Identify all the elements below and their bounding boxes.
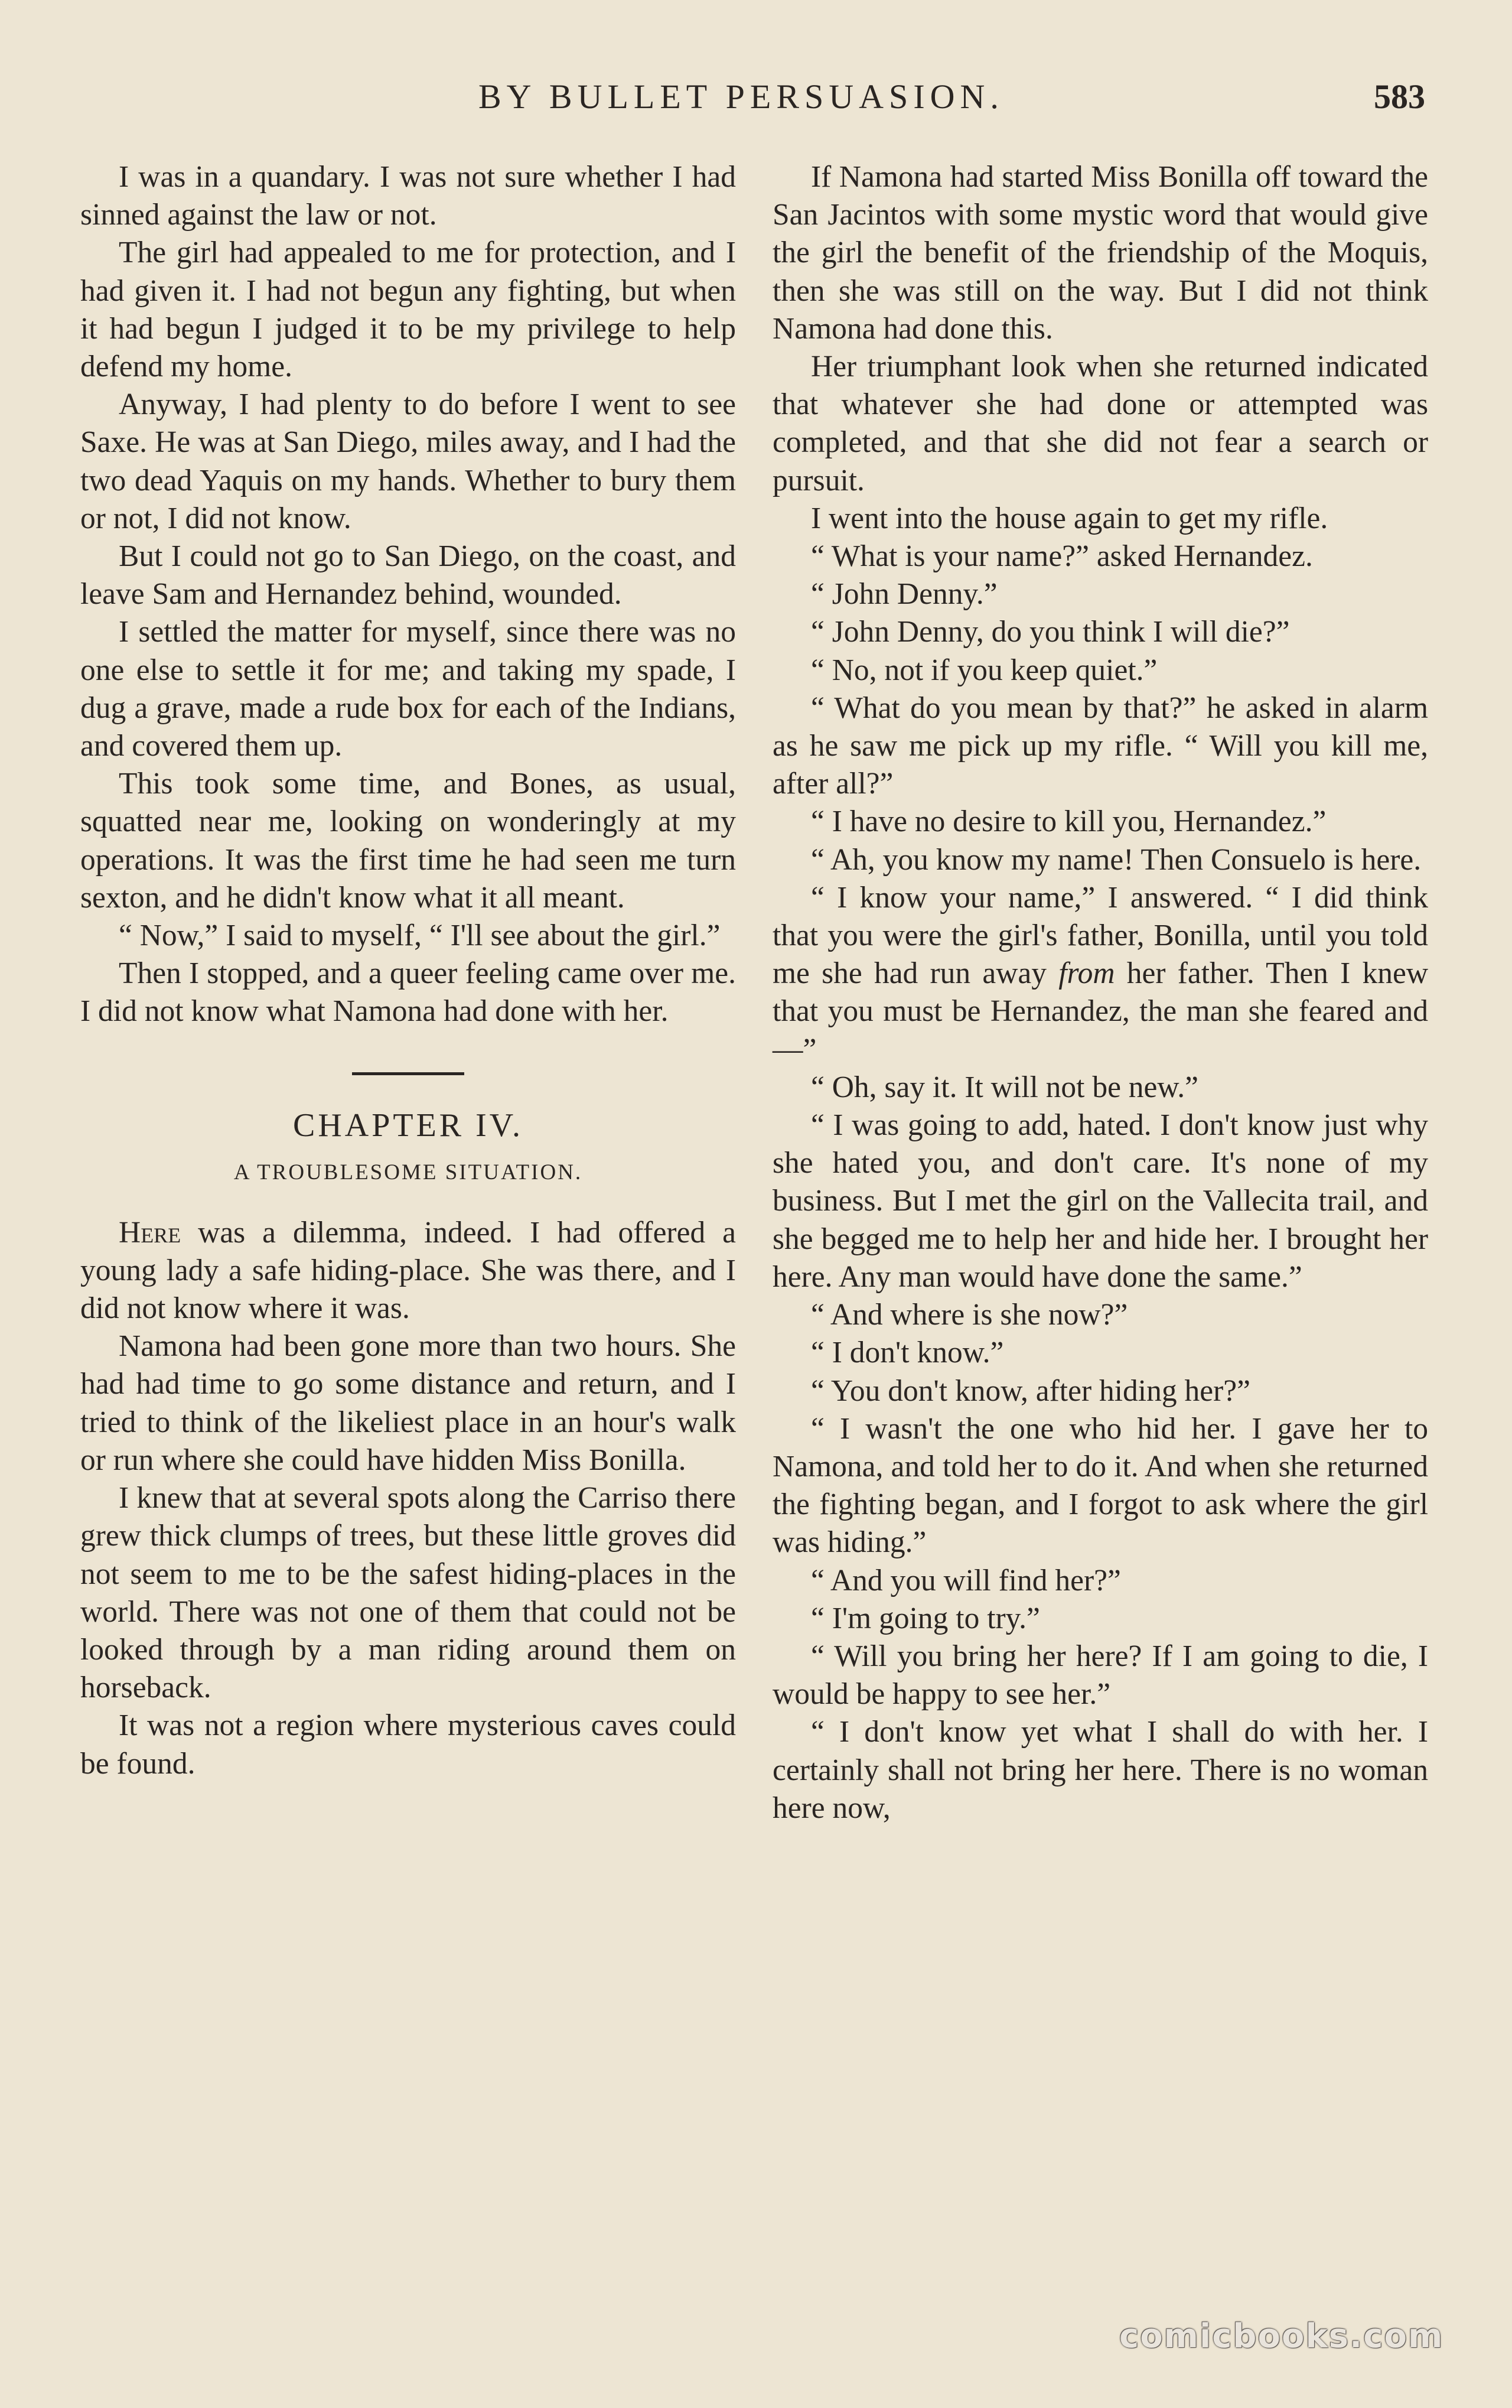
running-title: BY BULLET PERSUASION. <box>478 77 1004 116</box>
chapter-opening-paragraph <box>80 1214 736 1328</box>
paragraph: But I could not go to San Diego, on the coast, and leave Sam and Hernandez behind, wounded. <box>80 539 736 611</box>
paragraph: This took some time, and Bones, as usual, squatted near me, looking on wonderingly at my operations. It was the first time he had seen me turn sexton, and he didn't know what it all meant. <box>80 767 736 915</box>
paragraph: “ Will you bring her here? If I am going to die, I would be happy to see her.” <box>773 1639 1428 1711</box>
paragraph: “ John Denny.” <box>811 577 998 611</box>
page-header <box>0 77 1512 118</box>
watermark: comicbooks.com <box>1119 2317 1444 2355</box>
paragraph: I knew that at several spots along the Carriso there grew thick clumps of trees, but these little groves did not seem to me to be the safest hiding-places in the world. There was not one of them that could not be looked through by a man riding around them on horseback. <box>80 1481 736 1705</box>
paragraph: It was not a region where mysterious caves could be found. <box>80 1709 736 1781</box>
paragraph: I was in a quandary. I was not sure whether I had sinned against the law or not. <box>80 160 736 232</box>
paragraph-with-italic <box>773 879 1428 1069</box>
paragraph: “ John Denny, do you think I will die?” <box>811 615 1290 649</box>
paragraph-text: was a dilemma, indeed. I had offered a young lady a safe hiding-place. She was there, and I did not know where it was. <box>80 1215 736 1326</box>
section-divider <box>352 1072 464 1075</box>
paragraph: “ I wasn't the one who hid her. I gave her to Namona, and told her to do it. And when she returned the fighting began, and I forgot to ask where the girl was hiding.” <box>773 1411 1428 1560</box>
paragraph: “ I have no desire to kill you, Hernandez.” <box>811 805 1327 839</box>
paragraph: Then I stopped, and a queer feeling came over me. I did not know what Namona had done with her. <box>80 956 736 1029</box>
paragraph: “ No, not if you keep quiet.” <box>811 653 1158 687</box>
paragraph: The girl had appealed to me for protection, and I had given it. I had not begun any fighting, but when it had begun I judged it to be my privilege to help defend my home. <box>80 236 736 384</box>
paragraph: “ I was going to add, hated. I don't know just why she hated you, and don't care. It's none of my business. But I met the girl on the Vallecita trail, and she begged me to help her and hide her. I brought her here. Any man would have done the same.” <box>773 1108 1428 1294</box>
left-column <box>80 158 736 1783</box>
paragraph: “ I'm going to try.” <box>811 1601 1040 1635</box>
italic-word: from <box>1058 956 1115 991</box>
paragraph: “ Oh, say it. It will not be new.” <box>811 1070 1198 1104</box>
paragraph: If Namona had started Miss Bonilla off toward the San Jacintos with some mystic word that would give the girl the benefit of the friendship of the Moquis, then she was still on the way. But I did not think Namona had done this. <box>773 160 1428 346</box>
paragraph: “ What do you mean by that?” he asked in alarm as he saw me pick up my rifle. “ Will you kill me, after all?” <box>773 691 1428 801</box>
paragraph: “ And you will find her?” <box>811 1563 1121 1597</box>
paragraph: Her triumphant look when she returned indicated that whatever she had done or attempted was completed, and that she did not fear a search or pursuit. <box>773 350 1428 497</box>
paragraph-text: her father. Then I knew that you must be Hernandez, the man she feared and—” <box>773 956 1429 1066</box>
paragraph: “ And where is she now?” <box>811 1298 1128 1332</box>
paragraph: “ Ah, you know my name! Then Consuelo is here. <box>811 842 1422 877</box>
paragraph: I went into the house again to get my rifle. <box>811 501 1328 535</box>
chapter-title: CHAPTER IV. <box>292 1107 523 1144</box>
right-column <box>773 158 1428 1827</box>
paragraph: “ I don't know.” <box>811 1336 1004 1370</box>
paragraph: “ I don't know yet what I shall do with her. I certainly shall not bring her here. There is no woman here now, <box>773 1715 1428 1825</box>
paragraph: Namona had been gone more than two hours. She had had time to go some distance and return, and I tried to think of the likeliest place in an hour's walk or run where she could have hidden Miss Bonilla. <box>80 1329 736 1477</box>
paragraph: I settled the matter for myself, since there was no one else to settle it for me; and taking my spade, I dug a grave, made a rude box for each of the Indians, and covered them up. <box>80 615 736 763</box>
page-number: 583 <box>1374 77 1425 116</box>
chapter-subtitle: A TROUBLESOME SITUATION. <box>233 1160 583 1185</box>
paragraph: “ You don't know, after hiding her?” <box>811 1374 1250 1408</box>
paragraph: Anyway, I had plenty to do before I went to see Saxe. He was at San Diego, miles away, and I had the two dead Yaquis on my hands. Whether to bury them or not, I did not know. <box>80 388 736 535</box>
paragraph: “ Now,” I said to myself, “ I'll see about the girl.” <box>119 919 721 953</box>
paragraph: “ What is your name?” asked Hernandez. <box>811 539 1313 574</box>
small-caps-lead: Here <box>119 1215 181 1249</box>
paragraph-text: “ I know your name,” I answered. “ I did think that you were the girl's father, Bonilla, until you told me she had run away <box>773 880 1428 991</box>
